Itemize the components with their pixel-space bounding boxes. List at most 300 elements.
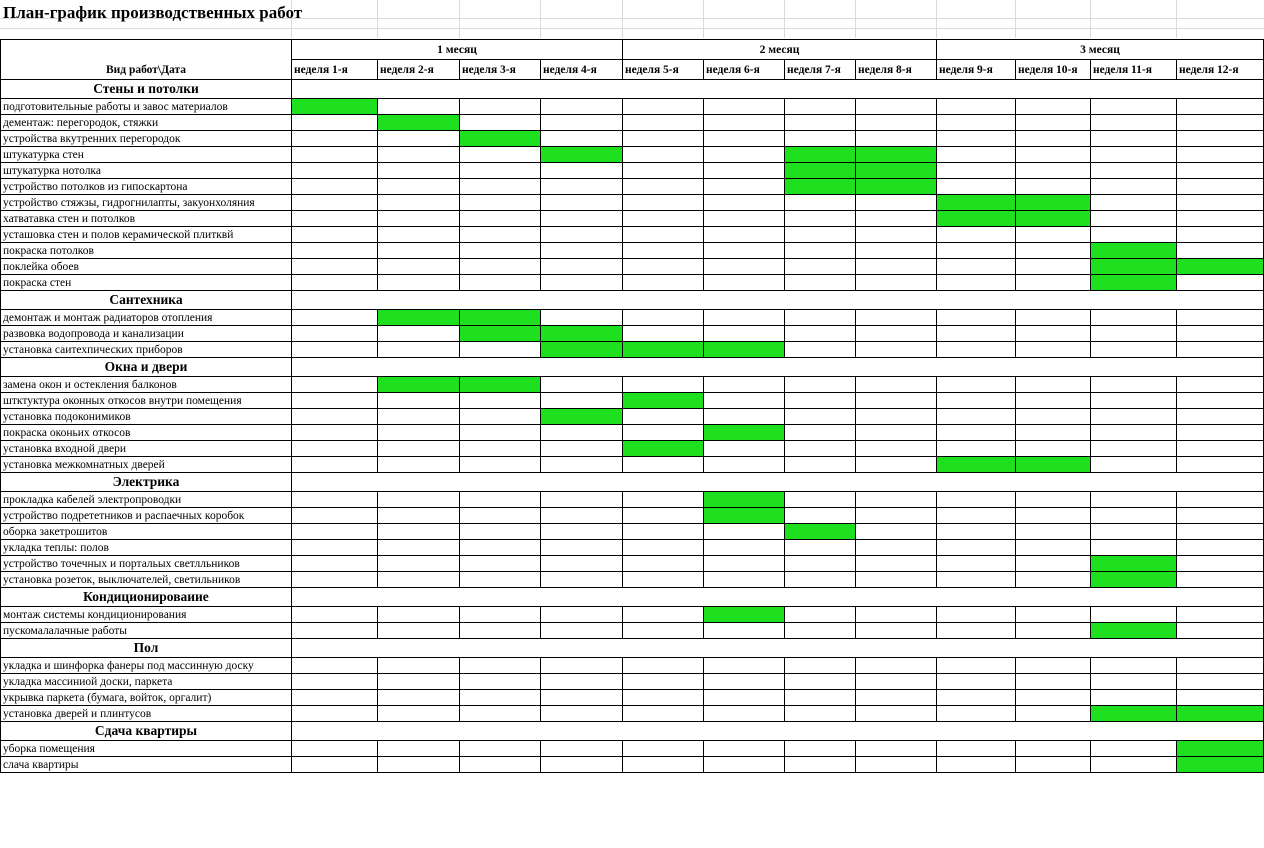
week-cell[interactable] bbox=[460, 741, 541, 757]
week-cell[interactable] bbox=[1177, 425, 1264, 441]
week-cell[interactable] bbox=[378, 342, 460, 358]
week-cell[interactable] bbox=[378, 131, 460, 147]
week-cell[interactable] bbox=[378, 623, 460, 639]
week-cell[interactable] bbox=[292, 342, 378, 358]
week-cell[interactable] bbox=[1177, 195, 1264, 211]
week-cell[interactable] bbox=[704, 131, 785, 147]
week-cell[interactable] bbox=[1091, 393, 1177, 409]
scheduled-week-cell[interactable] bbox=[623, 393, 704, 409]
week-cell[interactable] bbox=[460, 623, 541, 639]
week-cell[interactable] bbox=[292, 492, 378, 508]
week-cell[interactable] bbox=[292, 326, 378, 342]
week-cell[interactable] bbox=[1177, 540, 1264, 556]
week-cell[interactable] bbox=[1177, 131, 1264, 147]
week-cell[interactable] bbox=[541, 275, 623, 291]
scheduled-week-cell[interactable] bbox=[1091, 706, 1177, 722]
scheduled-week-cell[interactable] bbox=[785, 179, 856, 195]
task-name[interactable]: поклейка обоев bbox=[1, 259, 292, 275]
task-name[interactable]: штукатурка нотолка bbox=[1, 163, 292, 179]
week-cell[interactable] bbox=[1016, 115, 1091, 131]
week-cell[interactable] bbox=[541, 623, 623, 639]
week-cell[interactable] bbox=[292, 674, 378, 690]
week-cell[interactable] bbox=[1016, 757, 1091, 773]
week-cell[interactable] bbox=[704, 556, 785, 572]
week-cell[interactable] bbox=[937, 377, 1016, 393]
week-cell[interactable] bbox=[856, 211, 937, 227]
week-cell[interactable] bbox=[937, 623, 1016, 639]
week-cell[interactable] bbox=[378, 706, 460, 722]
week-cell[interactable] bbox=[856, 115, 937, 131]
week-cell[interactable] bbox=[1091, 147, 1177, 163]
week-cell[interactable] bbox=[785, 99, 856, 115]
week-cell[interactable] bbox=[460, 147, 541, 163]
scheduled-week-cell[interactable] bbox=[704, 425, 785, 441]
week-cell[interactable] bbox=[623, 179, 704, 195]
week-cell[interactable] bbox=[460, 179, 541, 195]
week-cell[interactable] bbox=[704, 441, 785, 457]
week-cell[interactable] bbox=[378, 757, 460, 773]
week-cell[interactable] bbox=[937, 674, 1016, 690]
week-cell[interactable] bbox=[1016, 243, 1091, 259]
week-cell[interactable] bbox=[1016, 690, 1091, 706]
week-cell[interactable] bbox=[856, 556, 937, 572]
week-cell[interactable] bbox=[937, 757, 1016, 773]
week-cell[interactable] bbox=[785, 607, 856, 623]
scheduled-week-cell[interactable] bbox=[937, 195, 1016, 211]
week-cell[interactable] bbox=[541, 757, 623, 773]
week-cell[interactable] bbox=[541, 179, 623, 195]
week-cell[interactable] bbox=[541, 425, 623, 441]
scheduled-week-cell[interactable] bbox=[1091, 259, 1177, 275]
week-cell[interactable] bbox=[460, 115, 541, 131]
week-cell[interactable] bbox=[541, 741, 623, 757]
week-cell[interactable] bbox=[1091, 441, 1177, 457]
week-cell[interactable] bbox=[785, 425, 856, 441]
week-cell[interactable] bbox=[1177, 163, 1264, 179]
week-cell[interactable] bbox=[460, 441, 541, 457]
week-cell[interactable] bbox=[704, 227, 785, 243]
week-cell[interactable] bbox=[856, 623, 937, 639]
week-cell[interactable] bbox=[785, 556, 856, 572]
week-cell[interactable] bbox=[460, 690, 541, 706]
week-cell[interactable] bbox=[1177, 310, 1264, 326]
week-cell[interactable] bbox=[704, 243, 785, 259]
week-cell[interactable] bbox=[541, 492, 623, 508]
week-cell[interactable] bbox=[1091, 508, 1177, 524]
week-cell[interactable] bbox=[623, 409, 704, 425]
scheduled-week-cell[interactable] bbox=[785, 147, 856, 163]
week-cell[interactable] bbox=[1016, 658, 1091, 674]
week-cell[interactable] bbox=[460, 99, 541, 115]
week-cell[interactable] bbox=[1016, 377, 1091, 393]
week-cell[interactable] bbox=[937, 572, 1016, 588]
week-cell[interactable] bbox=[704, 658, 785, 674]
week-cell[interactable] bbox=[378, 658, 460, 674]
week-cell[interactable] bbox=[1177, 243, 1264, 259]
week-cell[interactable] bbox=[856, 524, 937, 540]
week-cell[interactable] bbox=[704, 179, 785, 195]
week-cell[interactable] bbox=[623, 259, 704, 275]
task-name[interactable]: покраска стен bbox=[1, 275, 292, 291]
week-cell[interactable] bbox=[1177, 409, 1264, 425]
week-cell[interactable] bbox=[1177, 572, 1264, 588]
week-cell[interactable] bbox=[937, 131, 1016, 147]
week-cell[interactable] bbox=[623, 211, 704, 227]
week-cell[interactable] bbox=[1177, 393, 1264, 409]
week-cell[interactable] bbox=[937, 706, 1016, 722]
week-cell[interactable] bbox=[378, 492, 460, 508]
week-cell[interactable] bbox=[785, 492, 856, 508]
task-name[interactable]: усташовка стен и полов керамической плитквй bbox=[1, 227, 292, 243]
week-cell[interactable] bbox=[1091, 524, 1177, 540]
week-cell[interactable] bbox=[623, 741, 704, 757]
week-cell[interactable] bbox=[1091, 607, 1177, 623]
week-cell[interactable] bbox=[541, 393, 623, 409]
task-name[interactable]: устройство стяжзы, гидрогнилапты, закуонхоляния bbox=[1, 195, 292, 211]
week-cell[interactable] bbox=[937, 99, 1016, 115]
scheduled-week-cell[interactable] bbox=[460, 377, 541, 393]
week-cell[interactable] bbox=[623, 131, 704, 147]
week-cell[interactable] bbox=[292, 163, 378, 179]
week-cell[interactable] bbox=[1016, 259, 1091, 275]
week-cell[interactable] bbox=[623, 706, 704, 722]
week-cell[interactable] bbox=[292, 572, 378, 588]
week-cell[interactable] bbox=[378, 441, 460, 457]
week-cell[interactable] bbox=[378, 243, 460, 259]
week-cell[interactable] bbox=[785, 741, 856, 757]
week-cell[interactable] bbox=[1091, 492, 1177, 508]
week-cell[interactable] bbox=[623, 492, 704, 508]
scheduled-week-cell[interactable] bbox=[856, 179, 937, 195]
week-cell[interactable] bbox=[1016, 131, 1091, 147]
week-cell[interactable] bbox=[704, 706, 785, 722]
task-name[interactable]: пускомалалачные работы bbox=[1, 623, 292, 639]
week-cell[interactable] bbox=[460, 275, 541, 291]
week-cell[interactable] bbox=[785, 326, 856, 342]
week-cell[interactable] bbox=[856, 326, 937, 342]
week-cell[interactable] bbox=[704, 540, 785, 556]
week-cell[interactable] bbox=[541, 524, 623, 540]
week-cell[interactable] bbox=[704, 757, 785, 773]
week-cell[interactable] bbox=[623, 275, 704, 291]
week-cell[interactable] bbox=[460, 163, 541, 179]
week-cell[interactable] bbox=[378, 556, 460, 572]
week-cell[interactable] bbox=[785, 674, 856, 690]
week-cell[interactable] bbox=[856, 243, 937, 259]
week-cell[interactable] bbox=[937, 147, 1016, 163]
week-cell[interactable] bbox=[704, 690, 785, 706]
week-cell[interactable] bbox=[378, 99, 460, 115]
week-cell[interactable] bbox=[856, 441, 937, 457]
week-cell[interactable] bbox=[785, 211, 856, 227]
week-cell[interactable] bbox=[704, 147, 785, 163]
week-cell[interactable] bbox=[378, 163, 460, 179]
week-cell[interactable] bbox=[292, 195, 378, 211]
week-cell[interactable] bbox=[378, 741, 460, 757]
week-cell[interactable] bbox=[460, 425, 541, 441]
week-cell[interactable] bbox=[1177, 524, 1264, 540]
week-cell[interactable] bbox=[623, 377, 704, 393]
week-cell[interactable] bbox=[541, 259, 623, 275]
week-cell[interactable] bbox=[1016, 275, 1091, 291]
week-cell[interactable] bbox=[785, 658, 856, 674]
week-cell[interactable] bbox=[937, 425, 1016, 441]
week-cell[interactable] bbox=[623, 540, 704, 556]
week-cell[interactable] bbox=[1091, 179, 1177, 195]
week-cell[interactable] bbox=[292, 243, 378, 259]
week-cell[interactable] bbox=[541, 163, 623, 179]
week-cell[interactable] bbox=[623, 508, 704, 524]
week-cell[interactable] bbox=[785, 457, 856, 473]
week-cell[interactable] bbox=[460, 572, 541, 588]
week-cell[interactable] bbox=[1091, 227, 1177, 243]
week-cell[interactable] bbox=[460, 508, 541, 524]
week-cell[interactable] bbox=[856, 607, 937, 623]
week-cell[interactable] bbox=[378, 147, 460, 163]
week-cell[interactable] bbox=[1091, 457, 1177, 473]
week-cell[interactable] bbox=[704, 457, 785, 473]
week-cell[interactable] bbox=[937, 508, 1016, 524]
week-cell[interactable] bbox=[1016, 572, 1091, 588]
week-cell[interactable] bbox=[856, 690, 937, 706]
task-name[interactable]: устройство потолков из гипоскартона bbox=[1, 179, 292, 195]
week-cell[interactable] bbox=[292, 658, 378, 674]
week-cell[interactable] bbox=[460, 524, 541, 540]
scheduled-week-cell[interactable] bbox=[1091, 243, 1177, 259]
week-cell[interactable] bbox=[856, 377, 937, 393]
week-cell[interactable] bbox=[1177, 441, 1264, 457]
week-cell[interactable] bbox=[856, 741, 937, 757]
week-cell[interactable] bbox=[623, 556, 704, 572]
week-cell[interactable] bbox=[937, 259, 1016, 275]
week-cell[interactable] bbox=[856, 342, 937, 358]
week-cell[interactable] bbox=[937, 741, 1016, 757]
week-cell[interactable] bbox=[704, 623, 785, 639]
week-cell[interactable] bbox=[623, 658, 704, 674]
scheduled-week-cell[interactable] bbox=[1177, 757, 1264, 773]
week-cell[interactable] bbox=[623, 524, 704, 540]
week-cell[interactable] bbox=[541, 99, 623, 115]
task-name[interactable]: установка входной двери bbox=[1, 441, 292, 457]
week-cell[interactable] bbox=[460, 342, 541, 358]
week-cell[interactable] bbox=[704, 326, 785, 342]
week-cell[interactable] bbox=[1016, 310, 1091, 326]
week-cell[interactable] bbox=[1177, 342, 1264, 358]
week-cell[interactable] bbox=[937, 227, 1016, 243]
week-cell[interactable] bbox=[785, 441, 856, 457]
week-cell[interactable] bbox=[623, 310, 704, 326]
week-cell[interactable] bbox=[541, 131, 623, 147]
week-cell[interactable] bbox=[1016, 492, 1091, 508]
week-cell[interactable] bbox=[785, 275, 856, 291]
week-cell[interactable] bbox=[378, 674, 460, 690]
week-cell[interactable] bbox=[856, 409, 937, 425]
week-cell[interactable] bbox=[937, 492, 1016, 508]
scheduled-week-cell[interactable] bbox=[1091, 275, 1177, 291]
task-name[interactable]: хатватавка стен и потолков bbox=[1, 211, 292, 227]
week-cell[interactable] bbox=[1177, 556, 1264, 572]
week-cell[interactable] bbox=[460, 658, 541, 674]
week-cell[interactable] bbox=[937, 393, 1016, 409]
week-cell[interactable] bbox=[292, 211, 378, 227]
week-cell[interactable] bbox=[460, 492, 541, 508]
week-cell[interactable] bbox=[1016, 556, 1091, 572]
week-cell[interactable] bbox=[623, 243, 704, 259]
week-cell[interactable] bbox=[378, 508, 460, 524]
week-cell[interactable] bbox=[1177, 492, 1264, 508]
week-cell[interactable] bbox=[623, 227, 704, 243]
week-cell[interactable] bbox=[541, 115, 623, 131]
week-cell[interactable] bbox=[378, 195, 460, 211]
week-cell[interactable] bbox=[460, 757, 541, 773]
week-cell[interactable] bbox=[292, 147, 378, 163]
week-cell[interactable] bbox=[856, 540, 937, 556]
week-cell[interactable] bbox=[937, 524, 1016, 540]
week-cell[interactable] bbox=[292, 227, 378, 243]
scheduled-week-cell[interactable] bbox=[856, 147, 937, 163]
week-cell[interactable] bbox=[1091, 377, 1177, 393]
week-cell[interactable] bbox=[856, 572, 937, 588]
week-cell[interactable] bbox=[292, 556, 378, 572]
week-cell[interactable] bbox=[1177, 674, 1264, 690]
task-name[interactable]: дементаж: перегородок, стяжки bbox=[1, 115, 292, 131]
week-cell[interactable] bbox=[785, 706, 856, 722]
week-cell[interactable] bbox=[1016, 163, 1091, 179]
week-cell[interactable] bbox=[378, 607, 460, 623]
week-cell[interactable] bbox=[378, 211, 460, 227]
week-cell[interactable] bbox=[785, 342, 856, 358]
week-cell[interactable] bbox=[937, 540, 1016, 556]
week-cell[interactable] bbox=[623, 674, 704, 690]
week-cell[interactable] bbox=[541, 211, 623, 227]
week-cell[interactable] bbox=[785, 540, 856, 556]
week-cell[interactable] bbox=[1016, 179, 1091, 195]
week-cell[interactable] bbox=[1177, 326, 1264, 342]
week-cell[interactable] bbox=[856, 425, 937, 441]
week-cell[interactable] bbox=[460, 540, 541, 556]
week-cell[interactable] bbox=[292, 409, 378, 425]
task-name[interactable]: установка саитехпических приборов bbox=[1, 342, 292, 358]
week-cell[interactable] bbox=[1091, 425, 1177, 441]
week-cell[interactable] bbox=[292, 508, 378, 524]
week-cell[interactable] bbox=[460, 607, 541, 623]
week-cell[interactable] bbox=[1091, 690, 1177, 706]
week-cell[interactable] bbox=[292, 706, 378, 722]
week-cell[interactable] bbox=[378, 457, 460, 473]
week-cell[interactable] bbox=[856, 393, 937, 409]
week-cell[interactable] bbox=[1091, 211, 1177, 227]
task-name[interactable]: укладка и шинфорка фанеры под массинную доску bbox=[1, 658, 292, 674]
scheduled-week-cell[interactable] bbox=[623, 342, 704, 358]
week-cell[interactable] bbox=[378, 690, 460, 706]
week-cell[interactable] bbox=[937, 556, 1016, 572]
week-cell[interactable] bbox=[856, 508, 937, 524]
scheduled-week-cell[interactable] bbox=[541, 342, 623, 358]
scheduled-week-cell[interactable] bbox=[623, 441, 704, 457]
week-cell[interactable] bbox=[1091, 342, 1177, 358]
scheduled-week-cell[interactable] bbox=[1177, 706, 1264, 722]
week-cell[interactable] bbox=[785, 131, 856, 147]
week-cell[interactable] bbox=[1177, 623, 1264, 639]
week-cell[interactable] bbox=[856, 195, 937, 211]
week-cell[interactable] bbox=[856, 275, 937, 291]
week-cell[interactable] bbox=[1177, 115, 1264, 131]
week-cell[interactable] bbox=[292, 741, 378, 757]
scheduled-week-cell[interactable] bbox=[785, 163, 856, 179]
task-name[interactable]: устройство точечных и портальых светлльников bbox=[1, 556, 292, 572]
week-cell[interactable] bbox=[1091, 115, 1177, 131]
week-cell[interactable] bbox=[704, 377, 785, 393]
week-cell[interactable] bbox=[378, 259, 460, 275]
week-cell[interactable] bbox=[460, 195, 541, 211]
week-cell[interactable] bbox=[541, 540, 623, 556]
week-cell[interactable] bbox=[937, 690, 1016, 706]
task-name[interactable]: установка подоконимиков bbox=[1, 409, 292, 425]
week-cell[interactable] bbox=[1177, 179, 1264, 195]
week-cell[interactable] bbox=[1091, 326, 1177, 342]
week-cell[interactable] bbox=[704, 259, 785, 275]
week-cell[interactable] bbox=[1177, 147, 1264, 163]
week-cell[interactable] bbox=[1177, 211, 1264, 227]
week-cell[interactable] bbox=[292, 275, 378, 291]
week-cell[interactable] bbox=[378, 425, 460, 441]
week-cell[interactable] bbox=[1016, 524, 1091, 540]
week-cell[interactable] bbox=[623, 607, 704, 623]
scheduled-week-cell[interactable] bbox=[1016, 211, 1091, 227]
week-cell[interactable] bbox=[623, 757, 704, 773]
week-cell[interactable] bbox=[292, 115, 378, 131]
week-cell[interactable] bbox=[856, 757, 937, 773]
week-cell[interactable] bbox=[704, 674, 785, 690]
week-cell[interactable] bbox=[1177, 275, 1264, 291]
week-cell[interactable] bbox=[541, 310, 623, 326]
week-cell[interactable] bbox=[704, 115, 785, 131]
task-name[interactable]: подготовительные работы и завос материалов bbox=[1, 99, 292, 115]
scheduled-week-cell[interactable] bbox=[541, 326, 623, 342]
week-cell[interactable] bbox=[704, 211, 785, 227]
week-cell[interactable] bbox=[1177, 457, 1264, 473]
week-cell[interactable] bbox=[704, 163, 785, 179]
task-name[interactable]: укладка массиниой доски, паркета bbox=[1, 674, 292, 690]
week-cell[interactable] bbox=[1177, 658, 1264, 674]
week-cell[interactable] bbox=[1091, 131, 1177, 147]
week-cell[interactable] bbox=[378, 227, 460, 243]
week-cell[interactable] bbox=[856, 227, 937, 243]
week-cell[interactable] bbox=[378, 275, 460, 291]
week-cell[interactable] bbox=[785, 393, 856, 409]
week-cell[interactable] bbox=[460, 243, 541, 259]
week-cell[interactable] bbox=[623, 115, 704, 131]
week-cell[interactable] bbox=[937, 441, 1016, 457]
week-cell[interactable] bbox=[1177, 508, 1264, 524]
scheduled-week-cell[interactable] bbox=[937, 211, 1016, 227]
week-cell[interactable] bbox=[541, 377, 623, 393]
week-cell[interactable] bbox=[292, 425, 378, 441]
week-cell[interactable] bbox=[541, 243, 623, 259]
week-cell[interactable] bbox=[1091, 310, 1177, 326]
task-name[interactable]: покраска потолков bbox=[1, 243, 292, 259]
week-cell[interactable] bbox=[1016, 674, 1091, 690]
scheduled-week-cell[interactable] bbox=[541, 147, 623, 163]
week-cell[interactable] bbox=[937, 310, 1016, 326]
task-name[interactable]: покраска оконьих откосов bbox=[1, 425, 292, 441]
scheduled-week-cell[interactable] bbox=[937, 457, 1016, 473]
week-cell[interactable] bbox=[785, 115, 856, 131]
week-cell[interactable] bbox=[856, 674, 937, 690]
scheduled-week-cell[interactable] bbox=[704, 508, 785, 524]
week-cell[interactable] bbox=[460, 227, 541, 243]
task-name[interactable]: устройство подрететников и распаечных коробок bbox=[1, 508, 292, 524]
